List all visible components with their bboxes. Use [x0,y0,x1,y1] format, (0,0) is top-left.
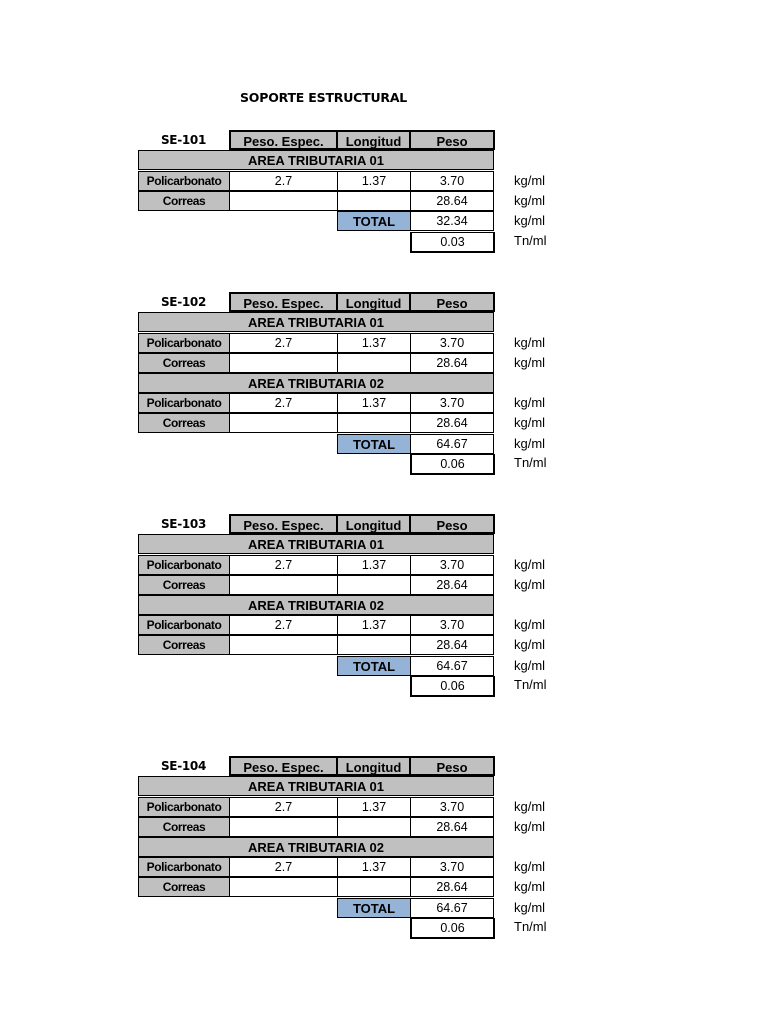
cell-longitud: 1.37 [337,797,411,817]
section-id: SE-102 [160,295,207,309]
unit-label: kg/ml [514,577,546,592]
area-label: AREA TRIBUTARIA 02 [138,595,494,615]
cell-longitud: 1.37 [337,333,411,353]
unit-label: kg/ml [514,355,546,370]
area-label: AREA TRIBUTARIA 01 [138,776,494,796]
cell-peso: 28.64 [410,635,494,655]
area-label: AREA TRIBUTARIA 01 [138,312,494,332]
area-label: AREA TRIBUTARIA 02 [138,837,494,857]
unit-label: kg/ml [514,395,546,410]
cell-empty [229,817,338,837]
total-value: 64.67 [410,434,494,454]
cell-peso: 3.70 [410,333,494,353]
cell-peso-espec: 2.7 [229,171,338,191]
cell-longitud: 1.37 [337,393,411,413]
header-longitud: Longitud [336,130,411,150]
row-label-policarbonato: Policarbonato [138,171,230,191]
unit-label: kg/ml [514,879,546,894]
row-label-correas: Correas [138,817,230,837]
cell-empty [229,635,338,655]
total-label: TOTAL [337,656,411,676]
section-id: SE-103 [160,517,207,531]
total-tn-value: 0.06 [410,454,495,475]
total-label: TOTAL [337,211,411,231]
unit-label: Tn/ml [514,455,547,470]
row-label-policarbonato: Policarbonato [138,615,230,635]
unit-label: kg/ml [514,617,546,632]
row-label-policarbonato: Policarbonato [138,797,230,817]
cell-empty [337,413,411,433]
cell-longitud: 1.37 [337,615,411,635]
total-label: TOTAL [337,434,411,454]
cell-empty [337,817,411,837]
unit-label: Tn/ml [514,677,547,692]
unit-label: kg/ml [514,819,546,834]
row-label-policarbonato: Policarbonato [138,333,230,353]
section-id: SE-104 [160,759,207,773]
row-label-correas: Correas [138,635,230,655]
cell-empty [229,413,338,433]
cell-empty [337,191,411,211]
area-label: AREA TRIBUTARIA 01 [138,150,494,170]
unit-label: kg/ml [514,213,546,228]
cell-empty [337,635,411,655]
cell-empty [229,575,338,595]
header-peso: Peso [409,130,495,150]
header-peso-espec: Peso. Espec. [229,292,338,312]
cell-empty [337,353,411,373]
cell-empty [337,575,411,595]
unit-label: kg/ml [514,637,546,652]
row-label-policarbonato: Policarbonato [138,555,230,575]
unit-label: kg/ml [514,415,546,430]
cell-empty [337,877,411,897]
cell-peso: 28.64 [410,877,494,897]
total-value: 64.67 [410,656,494,676]
cell-peso: 28.64 [410,413,494,433]
unit-label: kg/ml [514,436,546,451]
unit-label: kg/ml [514,658,546,673]
header-peso-espec: Peso. Espec. [229,514,338,534]
cell-empty [229,353,338,373]
header-longitud: Longitud [336,514,411,534]
unit-label: kg/ml [514,557,546,572]
area-label: AREA TRIBUTARIA 01 [138,534,494,554]
cell-peso: 28.64 [410,575,494,595]
cell-peso: 3.70 [410,555,494,575]
row-label-policarbonato: Policarbonato [138,393,230,413]
cell-longitud: 1.37 [337,857,411,877]
unit-label: Tn/ml [514,233,547,248]
header-peso-espec: Peso. Espec. [229,130,338,150]
header-longitud: Longitud [336,292,411,312]
total-value: 32.34 [410,211,494,231]
row-label-correas: Correas [138,191,230,211]
row-label-correas: Correas [138,413,230,433]
unit-label: kg/ml [514,859,546,874]
row-label-correas: Correas [138,575,230,595]
cell-peso-espec: 2.7 [229,393,338,413]
cell-longitud: 1.37 [337,555,411,575]
unit-label: kg/ml [514,799,546,814]
header-peso-espec: Peso. Espec. [229,756,338,776]
cell-peso: 28.64 [410,353,494,373]
total-tn-value: 0.06 [410,676,495,697]
cell-peso: 28.64 [410,817,494,837]
cell-peso-espec: 2.7 [229,555,338,575]
cell-peso-espec: 2.7 [229,857,338,877]
total-tn-value: 0.06 [410,918,495,939]
cell-peso: 3.70 [410,615,494,635]
cell-peso-espec: 2.7 [229,333,338,353]
cell-peso: 3.70 [410,797,494,817]
document-title: SOPORTE ESTRUCTURAL [240,90,408,105]
section-id: SE-101 [160,133,207,147]
unit-label: kg/ml [514,193,546,208]
area-label: AREA TRIBUTARIA 02 [138,373,494,393]
cell-longitud: 1.37 [337,171,411,191]
header-peso: Peso [409,292,495,312]
cell-peso-espec: 2.7 [229,615,338,635]
cell-empty [229,877,338,897]
total-tn-value: 0.03 [410,232,495,253]
cell-empty [229,191,338,211]
unit-label: kg/ml [514,900,546,915]
header-longitud: Longitud [336,756,411,776]
header-peso: Peso [409,514,495,534]
unit-label: kg/ml [514,335,546,350]
row-label-correas: Correas [138,877,230,897]
cell-peso: 3.70 [410,171,494,191]
cell-peso: 28.64 [410,191,494,211]
total-label: TOTAL [337,898,411,918]
header-peso: Peso [409,756,495,776]
cell-peso: 3.70 [410,393,494,413]
total-value: 64.67 [410,898,494,918]
row-label-correas: Correas [138,353,230,373]
row-label-policarbonato: Policarbonato [138,857,230,877]
unit-label: kg/ml [514,173,546,188]
cell-peso-espec: 2.7 [229,797,338,817]
unit-label: Tn/ml [514,919,547,934]
cell-peso: 3.70 [410,857,494,877]
